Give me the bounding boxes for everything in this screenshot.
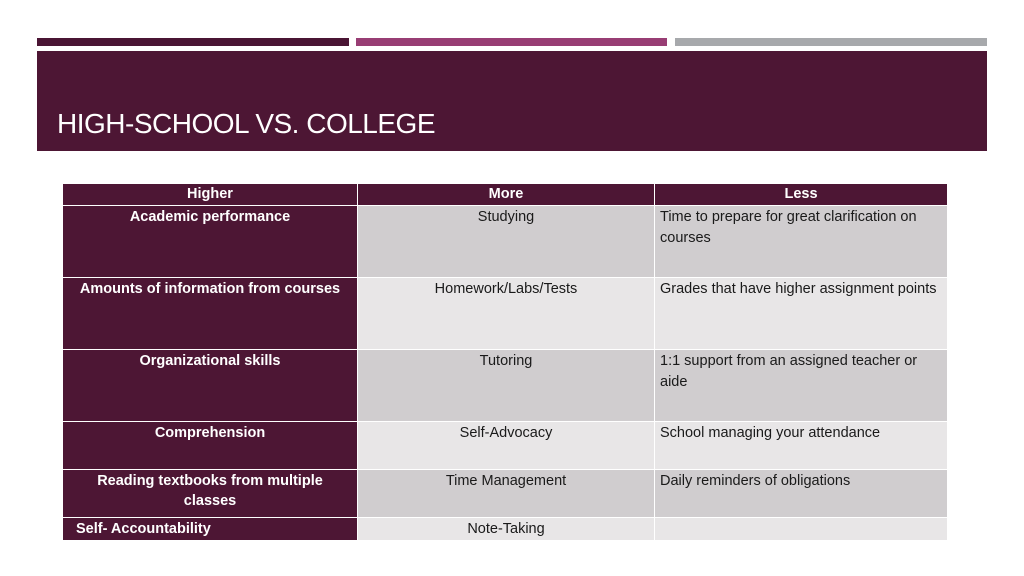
comparison-table bbox=[62, 183, 948, 541]
header-less: Less bbox=[655, 184, 948, 206]
header-higher: Higher bbox=[63, 184, 358, 206]
table-row bbox=[63, 206, 948, 278]
title-banner bbox=[37, 51, 987, 151]
cell-less: 1:1 support from an assigned teacher or aide bbox=[655, 350, 948, 422]
cell-higher: Amounts of information from courses bbox=[63, 278, 358, 350]
cell-higher: Reading textbooks from multiple classes bbox=[63, 470, 358, 518]
cell-less bbox=[655, 518, 948, 541]
cell-more: Homework/Labs/Tests bbox=[358, 278, 655, 350]
cell-more: Tutoring bbox=[358, 350, 655, 422]
cell-higher: Academic performance bbox=[63, 206, 358, 278]
cell-higher: Comprehension bbox=[63, 422, 358, 470]
cell-more: Studying bbox=[358, 206, 655, 278]
table-header-row bbox=[63, 184, 948, 206]
slide-title: HIGH-SCHOOL VS. COLLEGE bbox=[57, 108, 435, 139]
cell-more: Note-Taking bbox=[358, 518, 655, 541]
cell-less: Grades that have higher assignment points bbox=[655, 278, 948, 350]
cell-less: Daily reminders of obligations bbox=[655, 470, 948, 518]
table-row bbox=[63, 518, 948, 541]
table-row bbox=[63, 470, 948, 518]
cell-higher: Self- Accountability bbox=[63, 518, 358, 541]
accent-bar-magenta bbox=[356, 38, 667, 46]
table-row bbox=[63, 422, 948, 470]
header-more: More bbox=[358, 184, 655, 206]
cell-more: Time Management bbox=[358, 470, 655, 518]
table-row bbox=[63, 278, 948, 350]
cell-higher: Organizational skills bbox=[63, 350, 358, 422]
accent-bar-dark bbox=[37, 38, 349, 46]
cell-less: Time to prepare for great clarification on courses bbox=[655, 206, 948, 278]
accent-bar-gray bbox=[675, 38, 987, 46]
cell-more: Self-Advocacy bbox=[358, 422, 655, 470]
cell-less: School managing your attendance bbox=[655, 422, 948, 470]
table-row bbox=[63, 350, 948, 422]
